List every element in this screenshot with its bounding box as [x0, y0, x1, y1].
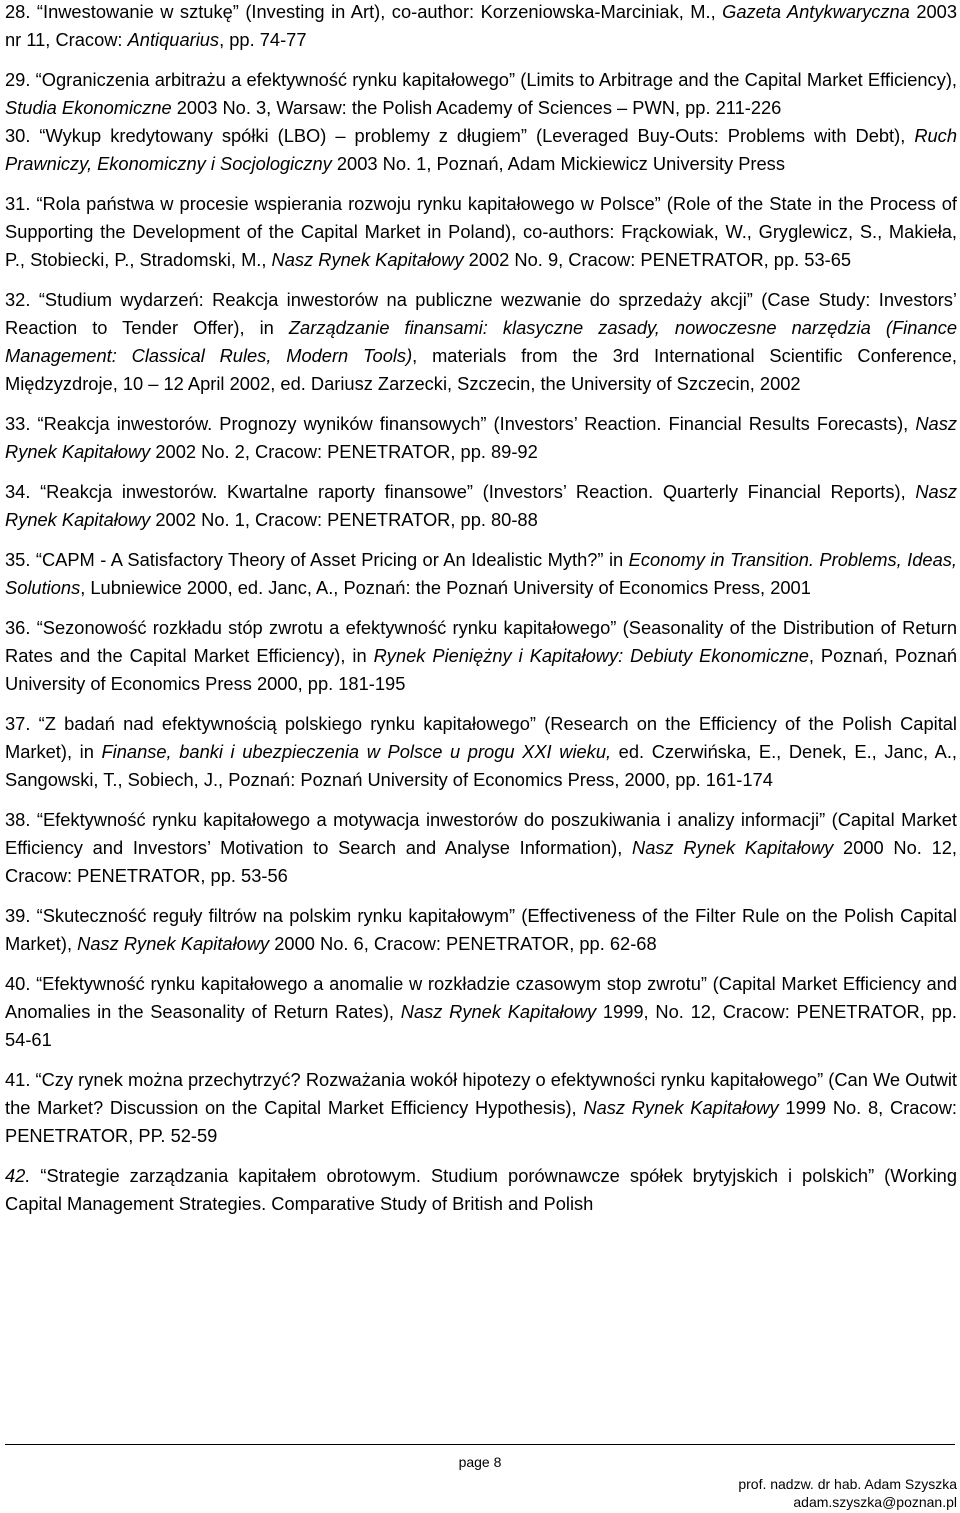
entry-32 — [5, 286, 957, 398]
entry-text-segment: 2000 No. 12, Cracow: PENETRATOR, pp. 53-56 — [5, 837, 957, 886]
entry-text-segment: Nasz Rynek Kapitałowy — [271, 249, 464, 270]
entry-text-segment: ed. Czerwińska, E., Denek, E., Janc, A., Sangowski, T., Sobiech, J., Poznań: Poznań University of Economics Press, 2000, pp. 161-174 — [5, 741, 957, 790]
entry-text-segment: Nasz Rynek Kapitałowy — [5, 481, 957, 530]
entry-text-segment: , pp. 74-77 — [219, 29, 307, 50]
entry-37 — [5, 710, 957, 794]
entry-39 — [5, 902, 957, 958]
entry-text-segment: 31. “Rola państwa w procesie wspierania rozwoju rynku kapitałowego w Polsce” (Role of the State in the Process of Supporting the Development of the Capital Market in Poland), co-authors: Frąckowiak, W., Gryglewicz, S., Makieła, P., Stobiecki, P., Stradomski, M., — [5, 193, 957, 270]
entry-text-segment: Nasz Rynek Kapitałowy — [5, 413, 957, 462]
entry-text-segment: , Lubniewice 2000, ed. Janc, A., Poznań: the Poznań University of Economics Press, 2001 — [80, 577, 811, 598]
entry-text-segment: 30. “Wykup kredytowany spółki (LBO) – problemy z długiem” (Leveraged Buy-Outs: Problems with Debt), — [5, 125, 915, 146]
entry-text-segment: 39. “Skuteczność reguły filtrów na polskim rynku kapitałowym” (Effectiveness of the Filter Rule on the Polish Capital Market), — [5, 905, 957, 954]
entry-31 — [5, 190, 957, 274]
footer-author-name: prof. nadzw. dr hab. Adam Szyszka — [738, 1476, 957, 1492]
entry-28 — [5, 0, 957, 54]
entry-text-segment: 29. “Ograniczenia arbitrażu a efektywność rynku kapitałowego” (Limits to Arbitrage and the Capital Market Efficiency), — [5, 69, 957, 90]
entry-text-segment: , Poznań, Poznań University of Economics Press 2000, pp. 181-195 — [5, 645, 957, 694]
entry-text-segment: 40. “Efektywność rynku kapitałowego a anomalie w rozkładzie czasowym stop zwrotu” (Capital Market Efficiency and Anomalies in the Seasonality of Return Rates), — [5, 973, 957, 1022]
entry-33 — [5, 410, 957, 466]
entry-text-segment: 42. — [5, 1165, 31, 1186]
entry-text-segment: Finanse, banki i ubezpieczenia w Polsce u progu XXI wieku, — [101, 741, 612, 762]
entry-35 — [5, 546, 957, 602]
footer-author-email[interactable]: adam.szyszka@poznan.pl — [793, 1494, 957, 1510]
page-number: page 8 — [458, 1454, 502, 1470]
entry-text-segment: 2003 No. 3, Warsaw: the Polish Academy of Sciences – PWN, pp. 211-226 — [171, 97, 782, 118]
entry-text-segment: 2002 No. 1, Cracow: PENETRATOR, pp. 80-88 — [150, 509, 538, 530]
entry-42 — [5, 1162, 957, 1218]
entry-34 — [5, 478, 957, 534]
entry-text-segment: 2002 No. 2, Cracow: PENETRATOR, pp. 89-92 — [150, 441, 538, 462]
entry-29 — [5, 66, 957, 122]
entry-text-segment: 2000 No. 6, Cracow: PENETRATOR, pp. 62-68 — [269, 933, 657, 954]
entry-text-segment: Studia Ekonomiczne — [5, 97, 172, 118]
entry-text-segment: 36. “Sezonowość rozkładu stóp zwrotu a efektywność rynku kapitałowego” (Seasonality of the Distribution of Return Rates and the Capital Market Efficiency), in — [5, 617, 957, 666]
entry-text-segment: 34. “Reakcja inwestorów. Kwartalne raporty finansowe” (Investors’ Reaction. Quarterly Financial Reports), — [5, 481, 916, 502]
entry-text-segment: 37. “Z badań nad efektywnością polskiego rynku kapitałowego” (Research on the Efficiency of the Polish Capital Market), in — [5, 713, 957, 762]
entry-text-segment: Zarządzanie finansami: klasyczne zasady, nowoczesne narzędzia (Finance Management: Classical Rules, Modern Tools) — [5, 317, 958, 366]
entry-text-segment: Nasz Rynek Kapitałowy — [583, 1097, 779, 1118]
bibliography-list — [5, 0, 957, 1230]
entry-text-segment: Ruch Prawniczy, Ekonomiczny i Socjologiczny — [5, 125, 957, 174]
entry-text-segment: 2002 No. 9, Cracow: PENETRATOR, pp. 53-65 — [463, 249, 852, 270]
entry-text-segment: Nasz Rynek Kapitałowy — [77, 933, 270, 954]
entry-30 — [5, 122, 957, 178]
entry-text-segment: 35. “CAPM - A Satisfactory Theory of Asset Pricing or An Idealistic Myth?” in — [5, 549, 629, 570]
entry-text-segment: 32. “Studium wydarzeń: Reakcja inwestorów na publiczne wezwanie do sprzedaży akcji” (Case Study: Investors’ Reaction to Tender Offer), in — [5, 289, 957, 338]
entry-text-segment: 28. “Inwestowanie w sztukę” (Investing in Art), co-author: Korzeniowska-Marciniak, M., — [5, 1, 723, 22]
entry-text-segment: “Strategie zarządzania kapitałem obrotowym. Studium porównawcze spółek brytyjskich i polskich” (Working Capital Management Strategies. Comparative Study of British and Polish — [5, 1165, 957, 1214]
entry-41 — [5, 1066, 957, 1150]
entry-text-segment: 1999 No. 8, Cracow: PENETRATOR, PP. 52-59 — [5, 1097, 957, 1146]
entry-text-segment: 33. “Reakcja inwestorów. Prognozy wyników finansowych” (Investors’ Reaction. Financial Results Forecasts), — [5, 413, 916, 434]
entry-36 — [5, 614, 957, 698]
entry-text-segment: 41. “Czy rynek można przechytrzyć? Rozważania wokół hipotezy o efektywności rynku kapitałowego” (Can We Outwit the Market? Discussion on the Capital Market Efficiency Hypothesis), — [5, 1069, 957, 1118]
entry-text-segment: 38. “Efektywność rynku kapitałowego a motywacja inwestorów do poszukiwania i analizy informacji” (Capital Market Efficiency and Investors’ Motivation to Search and Analyse Information), — [5, 809, 957, 858]
entry-text-segment: Rynek Pieniężny i Kapitałowy: Debiuty Ekonomiczne — [373, 645, 809, 666]
footer-divider — [5, 1444, 955, 1445]
entry-38 — [5, 806, 957, 890]
entry-text-segment: Antiquarius — [127, 29, 220, 50]
entry-text-segment: 2003 nr 11, Cracow: — [5, 1, 957, 50]
entry-40 — [5, 970, 957, 1054]
entry-text-segment: 2003 No. 1, Poznań, Adam Mickiewicz University Press — [331, 153, 785, 174]
entry-text-segment: Gazeta Antykwaryczna — [722, 1, 910, 22]
entry-text-segment: Nasz Rynek Kapitałowy — [400, 1001, 597, 1022]
entry-text-segment: , materials from the 3rd International Scientific Conference, Międzyzdroje, 10 – 12 April 2002, ed. Dariusz Zarzecki, Szczecin, the University of Szczecin, 2002 — [5, 345, 957, 394]
entry-text-segment: Economy in Transition. Problems, Ideas, Solutions — [5, 549, 957, 598]
entry-text-segment: 1999, No. 12, Cracow: PENETRATOR, pp. 54-61 — [5, 1001, 957, 1050]
entry-text-segment: Nasz Rynek Kapitałowy — [632, 837, 834, 858]
